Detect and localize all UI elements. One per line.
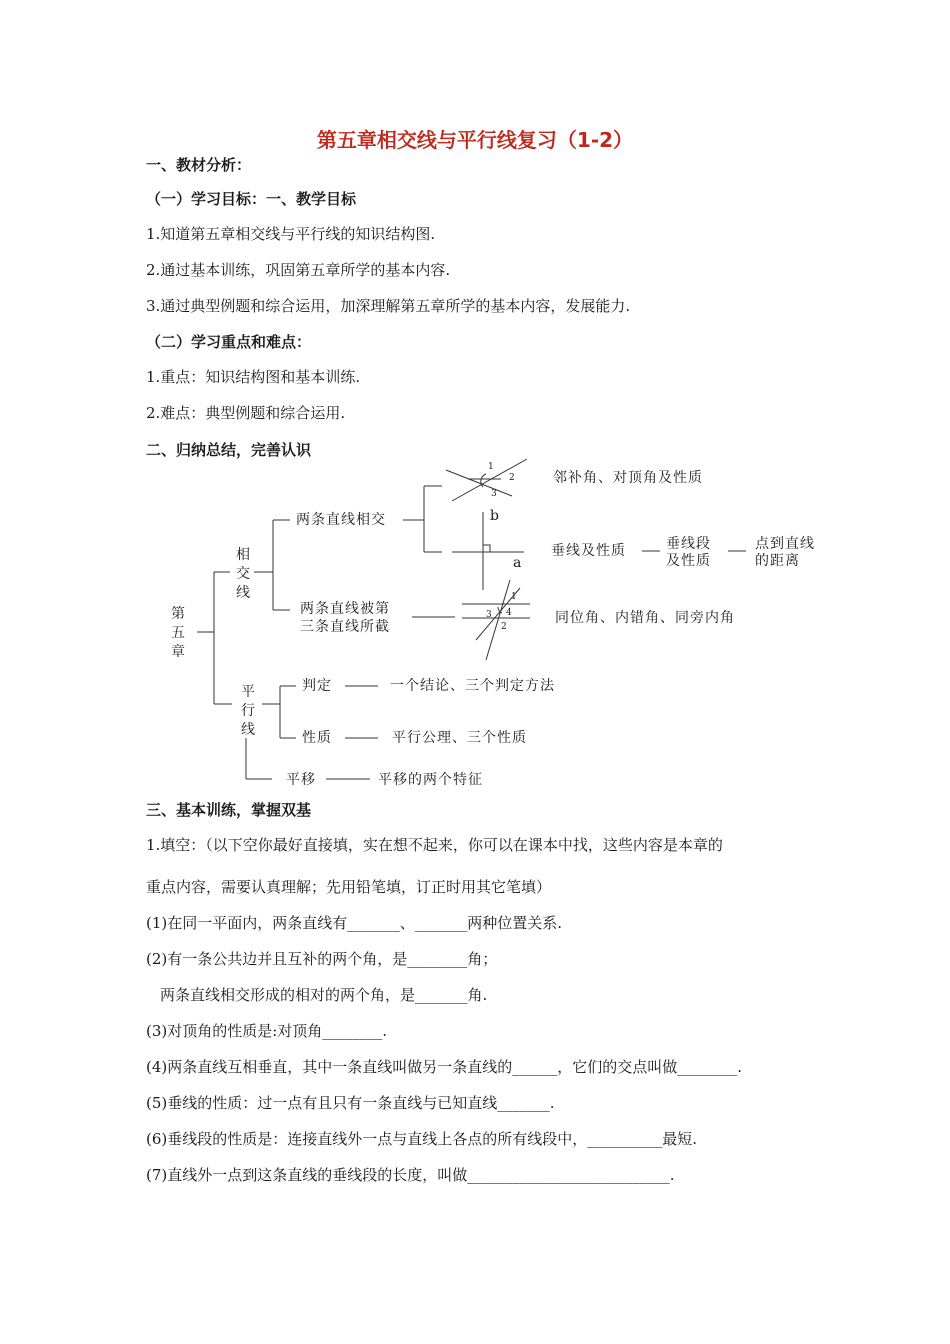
angle-3-label: 3 (486, 610, 492, 620)
question-item: (5)垂线的性质：过一点有且只有一条直线与已知直线_______. (146, 1094, 555, 1112)
fill-in-intro-line2: 重点内容，需要认真理解；先用铅笔填，订正时用其它笔填） (146, 878, 552, 896)
question-item: (2)有一条公共边并且互补的两个角，是________角； (146, 950, 498, 968)
angle-3-label: 3 (491, 489, 497, 499)
question-item: (6)垂线段的性质是：连接直线外一点与直线上各点的所有线段中，__________最短. (146, 1130, 698, 1148)
perpendicular-label: 垂线及性质 (551, 543, 626, 559)
key-points-heading: （二）学习重点和难点： (146, 333, 312, 351)
question-item: (4)两条直线互相垂直，其中一条直线叫做另一条直线的______，它们的交点叫做________. (146, 1058, 743, 1076)
section-3-heading: 三、基本训练，掌握双基 (146, 801, 312, 819)
line-b-label: b (490, 508, 499, 524)
judgment-desc: 一个结论、三个判定方法 (390, 678, 555, 694)
fill-in-intro-line1: 1.填空：（以下空你最好直接填，实在想不起来，你可以在课本中找，这些内容是本章的 (146, 836, 723, 854)
root-chapter-label: 第五章 (171, 606, 185, 660)
question-item: (7)直线外一点到这条直线的垂线段的长度，叫做___________________________. (146, 1166, 675, 1184)
line-a-label: a (513, 555, 522, 571)
goal-item: 3.通过典型例题和综合运用，加深理解第五章所学的基本内容，发展能力. (146, 297, 631, 315)
learning-goals-heading: （一）学习目标：一、教学目标 (146, 190, 357, 208)
translation-desc: 平移的两个特征 (378, 772, 483, 788)
property-desc: 平行公理、三个性质 (392, 730, 527, 746)
lines-cut-label-line2: 三条直线所截 (300, 619, 390, 635)
intersecting-lines-label: 相交线 (236, 547, 250, 601)
key-item: 1.重点：知识结构图和基本训练. (146, 368, 361, 386)
parallel-lines-label: 平行线 (241, 684, 255, 738)
goal-item: 1.知道第五章相交线与平行线的知识结构图. (146, 225, 436, 243)
angle-4-label: 4 (506, 608, 512, 618)
angle-1-label: 1 (511, 592, 517, 602)
point-line-distance-label-2: 的距离 (755, 553, 800, 569)
angle-2-label: 2 (501, 622, 507, 632)
angle-1-label: 1 (488, 462, 494, 472)
key-item: 2.难点：典型例题和综合运用. (146, 404, 346, 422)
section-1-heading: 一、教材分析： (146, 156, 252, 174)
translation-label: 平移 (286, 772, 316, 788)
goal-item: 2.通过基本训练，巩固第五章所学的基本内容. (146, 261, 451, 279)
question-item: (1)在同一平面内，两条直线有_______、_______两种位置关系. (146, 914, 563, 932)
perpendicular-segment-label-2: 及性质 (666, 553, 711, 569)
question-item: 两条直线相交形成的相对的两个角，是_______角. (160, 986, 488, 1004)
perpendicular-segment-label-1: 垂线段 (666, 536, 711, 552)
angle-2-label: 2 (509, 473, 515, 483)
two-lines-intersect-label: 两条直线相交 (296, 512, 386, 528)
lines-cut-label-line1: 两条直线被第 (300, 601, 390, 617)
adjacent-vertical-angles-label: 邻补角、对顶角及性质 (553, 470, 703, 486)
page-title: 第五章相交线与平行线复习（1-2） (316, 128, 634, 152)
section-2-heading: 二、归纳总结，完善认识 (146, 441, 312, 459)
property-label: 性质 (302, 730, 332, 746)
judgment-label: 判定 (302, 678, 332, 694)
angle-types-label: 同位角、内错角、同旁内角 (555, 610, 735, 626)
question-item: (3)对顶角的性质是:对顶角________. (146, 1022, 388, 1040)
point-line-distance-label-1: 点到直线 (755, 536, 815, 552)
